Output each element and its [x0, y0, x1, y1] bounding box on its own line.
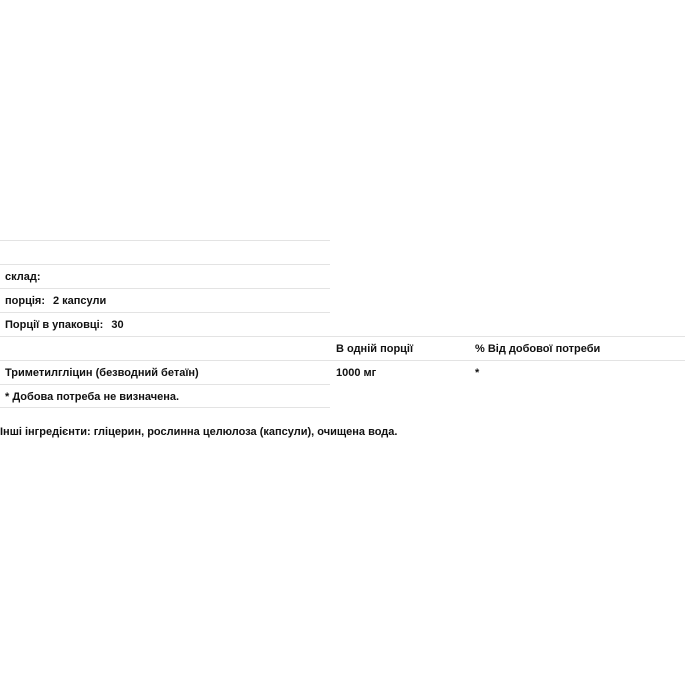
- ingredient-daily-value: *: [475, 367, 480, 379]
- other-ingredients-text: Інші інгредієнти: гліцерин, рослинна целюлоза (капсули), очищена вода.: [0, 426, 398, 438]
- ingredient-name: Триметилгліцин (безводний бетаїн): [5, 367, 199, 379]
- servings-per-container: [5, 313, 124, 337]
- composition-row: [0, 264, 330, 288]
- serving-size-label: порція:: [5, 295, 45, 307]
- daily-value-header: % Від добової потреби: [475, 343, 601, 355]
- servings-per-container-value: 30: [111, 319, 124, 331]
- footnote-row: [0, 384, 330, 408]
- composition-label: склад:: [5, 271, 41, 283]
- amount-per-serving-header: В одній порції: [336, 343, 414, 355]
- serving-size-row: [0, 288, 330, 312]
- ingredient-amount: 1000 мг: [336, 367, 377, 379]
- servings-per-container-row: [0, 312, 330, 336]
- daily-value-footnote: * Добова потреба не визначена.: [5, 391, 180, 403]
- ingredient-row: [0, 360, 685, 384]
- serving-size-value: 2 капсули: [52, 295, 107, 307]
- supplement-facts-table: [0, 240, 688, 408]
- column-header-row: [0, 336, 685, 360]
- servings-per-container-label: Порції в упаковці:: [5, 319, 104, 331]
- serving-size: [5, 289, 106, 313]
- facts-top-spacer-row: [0, 240, 330, 264]
